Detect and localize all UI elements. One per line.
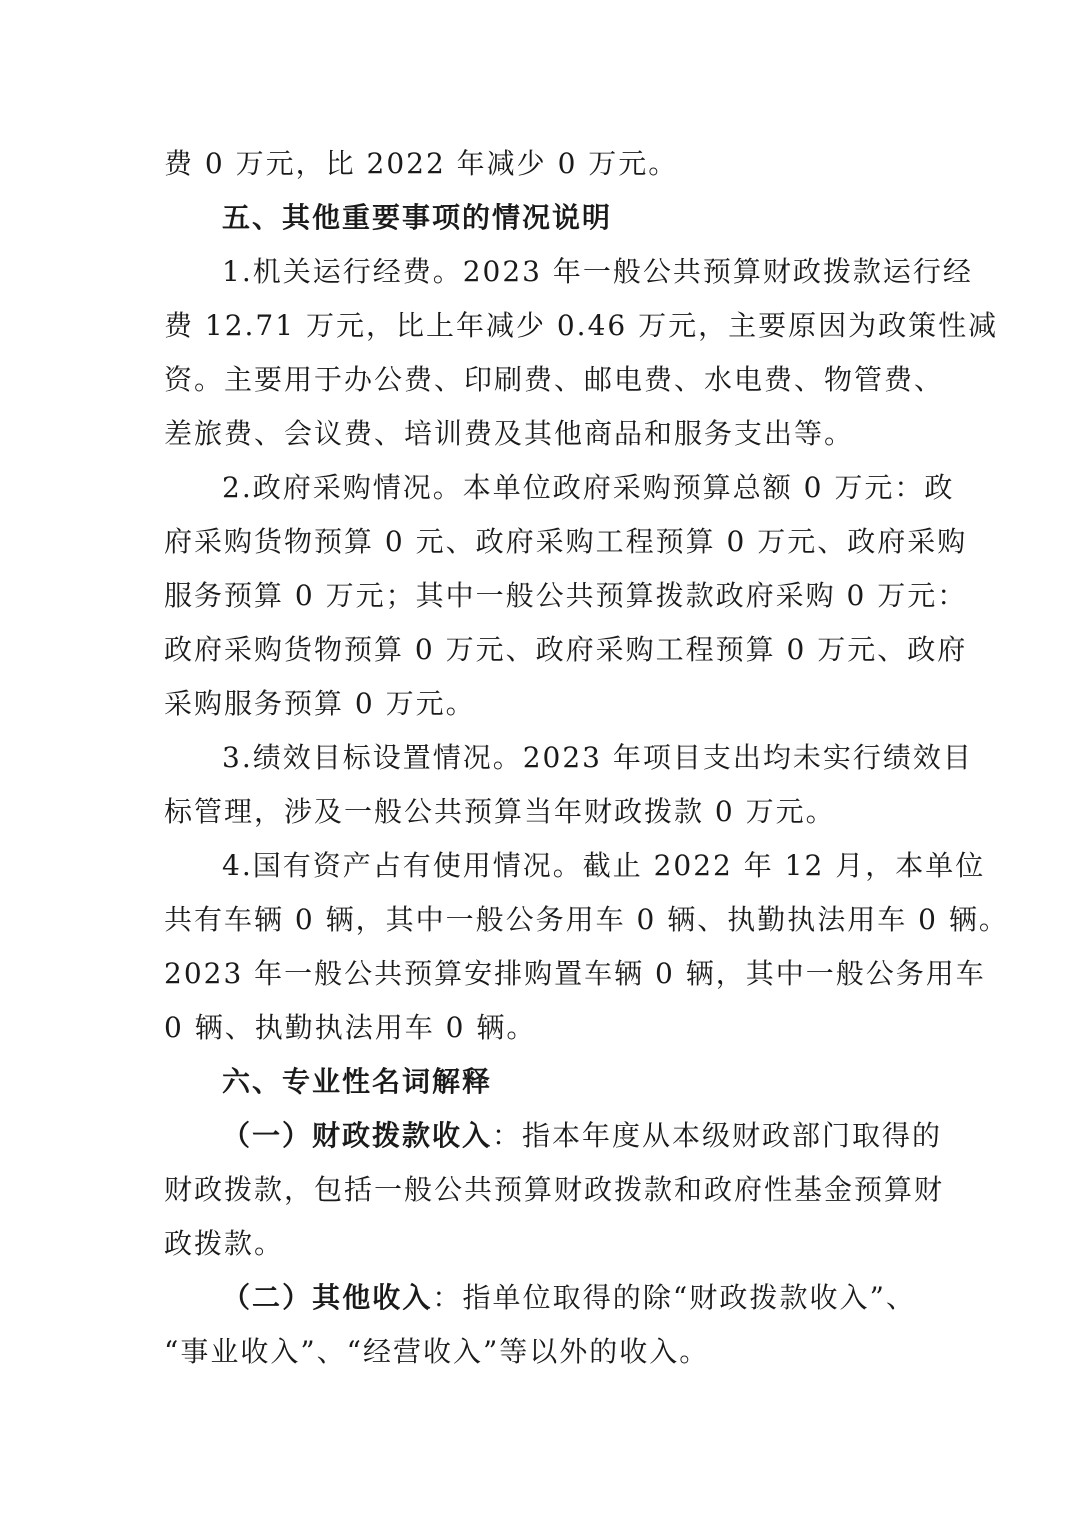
text-line: “事业收入”、“经营收入”等以外的收入。: [164, 1335, 710, 1368]
section-heading-6: 六、专业性名词解释: [222, 1065, 493, 1098]
text-line: 0 辆、执勤执法用车 0 辆。: [164, 1011, 537, 1044]
paragraph-term-fiscal-appropriation: [164, 1109, 945, 1271]
text-line: 府采购货物预算 0 元、政府采购工程预算 0 万元、政府采购: [164, 525, 968, 558]
section-heading-5: 五、其他重要事项的情况说明: [222, 201, 613, 234]
text-line: 2.政府采购情况。本单位政府采购预算总额 0 万元：政: [222, 471, 955, 504]
text-line: 政拨款。: [164, 1227, 285, 1260]
paragraph-government-procurement: [164, 461, 968, 731]
term-definition: ：指本年度从本级财政部门取得的: [492, 1119, 943, 1152]
text-line: 财政拨款，包括一般公共预算财政拨款和政府性基金预算财: [164, 1173, 945, 1206]
text-line: 差旅费、会议费、培训费及其他商品和服务支出等。: [164, 417, 855, 450]
text-line: 费 12.71 万元，比上年减少 0.46 万元，主要原因为政策性减: [164, 309, 999, 342]
text-line: [164, 1109, 943, 1163]
document-page: [164, 137, 1009, 1379]
text-line: 采购服务预算 0 万元。: [164, 687, 476, 720]
term-label: （一）财政拨款收入: [222, 1119, 493, 1152]
text-line: 政府采购货物预算 0 万元、政府采购工程预算 0 万元、政府: [164, 633, 968, 666]
text-line: 费 0 万元，比 2022 年减少 0 万元。: [164, 147, 679, 180]
term-definition: ：指单位取得的除“财政拨款收入”、: [432, 1281, 916, 1314]
text-line: 资。主要用于办公费、印刷费、邮电费、水电费、物管费、: [164, 363, 945, 396]
text-line: [164, 1271, 916, 1325]
text-line: 1.机关运行经费。2023 年一般公共预算财政拨款运行经: [222, 255, 973, 288]
text-line: 共有车辆 0 辆，其中一般公务用车 0 辆、执勤执法用车 0 辆。: [164, 903, 1009, 936]
term-label: （二）其他收入: [222, 1281, 433, 1314]
text-line: 标管理，涉及一般公共预算当年财政拨款 0 万元。: [164, 795, 836, 828]
paragraph-performance-targets: [164, 731, 973, 839]
text-line: 2023 年一般公共预算安排购置车辆 0 辆，其中一般公务用车: [164, 957, 986, 990]
paragraph-operating-expenses: [164, 245, 999, 461]
text-line: 服务预算 0 万元；其中一般公共预算拨款政府采购 0 万元：: [164, 579, 968, 612]
text-line: 3.绩效目标设置情况。2023 年项目支出均未实行绩效目: [222, 741, 973, 774]
paragraph-term-other-income: [164, 1271, 916, 1379]
text-line: 4.国有资产占有使用情况。截止 2022 年 12 月，本单位: [222, 849, 986, 882]
paragraph-state-assets: [164, 839, 1009, 1055]
